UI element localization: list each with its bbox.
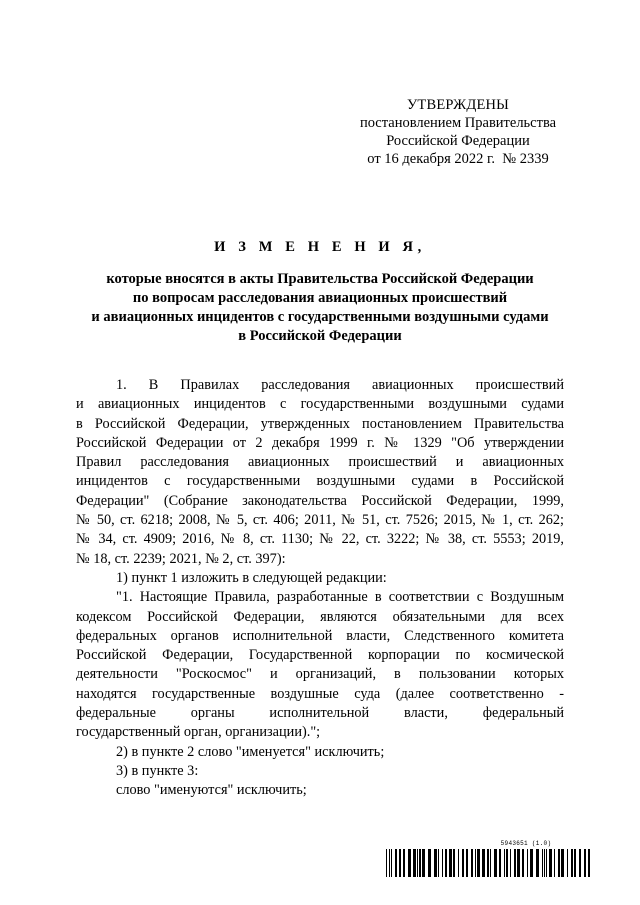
paragraph-line: 1. В Правилах расследования авиационных происшествий (116, 377, 564, 393)
paragraph-line: "1. Настоящие Правила, разработанные в соответствии с Воздушным (116, 589, 564, 606)
subtitle-line: в Российской Федерации (238, 328, 402, 344)
paragraph-line: № 18, ст. 2239; 2021, № 2, ст. 397): (76, 550, 286, 567)
document-title: И З М Е Н Е Н И Я, (214, 239, 426, 255)
paragraph-line: деятельности "Роскосмос" и организаций, в пользовании которых (76, 666, 564, 683)
paragraph-1 (76, 376, 564, 569)
paragraph-line: кодексом Российской Федерации, являются обязательными для всех (76, 608, 564, 625)
approval-block (320, 96, 596, 168)
paragraph-line: Федерации" (Собрание законодательства Российской Федерации, 1999, (76, 492, 564, 509)
paragraph-line: Российской Федерации, Государственной корпорации по космической (76, 647, 564, 664)
paragraph-5: 3) в пункте 3: (116, 762, 199, 779)
paragraph-line: в Российской Федерации, утвержденных постановлением Правительства (76, 415, 564, 432)
paragraph-line: государственный орган, организации)."; (76, 724, 321, 741)
paragraph-line: Российской Федерации от 2 декабря 1999 г. № 1329 "Об утверждении (76, 434, 564, 451)
paragraph-6: слово "именуются" исключить; (116, 782, 307, 799)
paragraph-2: 1) пункт 1 изложить в следующей редакции: (116, 569, 387, 586)
subtitle-line: и авиационных инцидентов с государственными воздушными судами (91, 309, 549, 325)
paragraph-line: федеральных органов исполнительной власти, Следственного комитета (76, 627, 564, 644)
document-body (76, 376, 564, 801)
subtitle-line: которые вносятся в акты Правительства Российской Федерации (106, 271, 534, 287)
paragraph-line: № 34, ст. 4909; 2016, № 8, ст. 1130; № 22, ст. 3222; № 38, ст. 5553; 2019, (76, 531, 564, 548)
paragraph-line: федеральные органы исполнительной власти, федеральный (76, 705, 564, 722)
document-subtitle (40, 270, 600, 346)
barcode-number: 5943651 (1.0) (500, 840, 552, 847)
paragraph-line: и авиационных инцидентов с государственными воздушными судами (76, 396, 564, 413)
paragraph-line: инцидентов с государственными воздушными судами в Российской (76, 473, 564, 490)
barcode-image (386, 849, 592, 877)
subtitle-line: по вопросам расследования авиационных происшествий (132, 290, 508, 306)
approval-title: УТВЕРЖДЕНЫ (406, 97, 510, 113)
approval-line-decree: постановлением Правительства (359, 115, 557, 131)
approval-line-date: от 16 декабря 2022 г. № 2339 (367, 151, 549, 167)
paragraph-line: находятся государственные воздушные суда (далее соответственно - (76, 685, 564, 702)
paragraph-4: 2) в пункте 2 слово "именуется" исключить; (116, 743, 385, 760)
paragraph-3 (76, 588, 564, 742)
paragraph-line: № 50, ст. 6218; 2008, № 5, ст. 406; 2011, № 51, ст. 7526; 2015, № 1, ст. 262; (76, 512, 564, 529)
paragraph-line: Правил расследования авиационных происшествий и авиационных (76, 454, 564, 471)
approval-line-government: Российской Федерации (386, 133, 530, 149)
document-heading (40, 238, 600, 346)
barcode-block (386, 840, 592, 877)
